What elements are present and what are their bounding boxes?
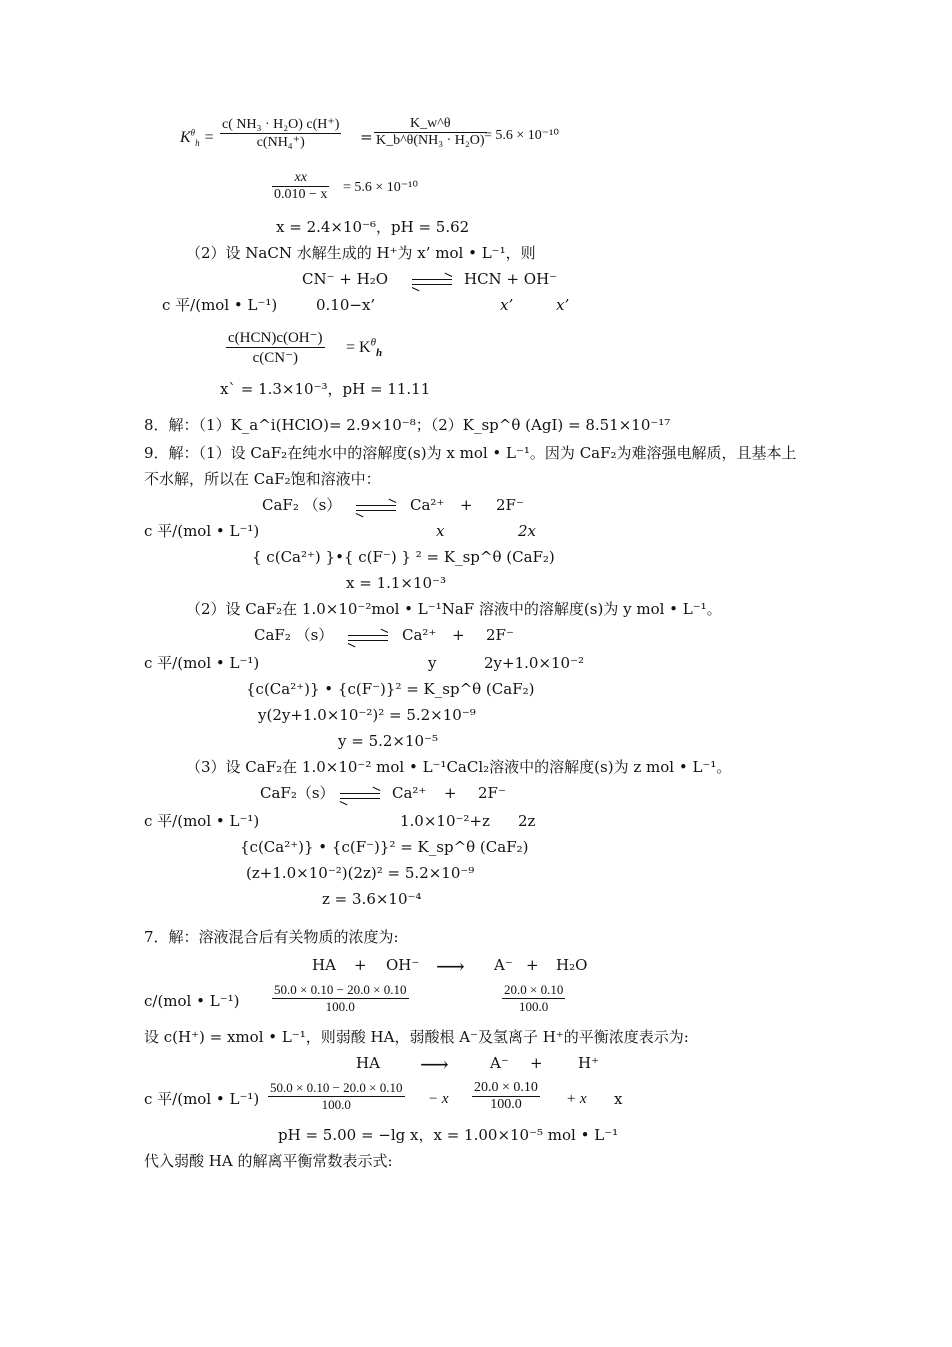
q9-eq2-right1: Ca²⁺ (402, 626, 437, 644)
nacn-eq-right: HCN + OH⁻ (464, 270, 558, 288)
q9-eq3-right1: Ca²⁺ (392, 784, 427, 802)
q7-fraction-2: $\frac{20.0 \times 0.10}{100.0}$ (504, 982, 564, 1014)
q7-fraction-3: $\frac{50.0 \times 0.10 - 20.0 \times 0.10}{100.0}$ (270, 1080, 403, 1112)
nacn-intro: （2）设 NaCN 水解生成的 H⁺为 x’ mol • L⁻¹，则 (186, 244, 536, 262)
q9-conc-label-1: c 平/(mol • L⁻¹) (144, 522, 260, 540)
q9-eq1-left: CaF₂ （s） (262, 496, 342, 514)
q9-eq2-plus: + (452, 626, 465, 644)
q7-eq1-plus2: + (526, 956, 539, 974)
equilibrium-arrow (348, 628, 388, 646)
q9-eq1-plus: + (460, 496, 473, 514)
q9-line2: 不水解，所以在 CaF₂饱和溶液中： (144, 470, 381, 488)
q9-eq2-right2: 2F⁻ (486, 626, 514, 644)
q9-eq1-right2: 2F⁻ (496, 496, 524, 514)
q9-conc-label-2: c 平/(mol • L⁻¹) (144, 654, 260, 672)
nacn-eq-left: CN⁻ + H₂O (302, 270, 389, 288)
q7-eq1-h2o: H₂O (556, 956, 588, 974)
q9-eq2-c1: y (428, 654, 437, 672)
q9-z-value: z = 3.6×10⁻⁴ (322, 890, 422, 908)
q9-eq2-c2: 2y+1.0×10⁻² (484, 654, 585, 672)
reaction-arrow: ⟶ (436, 954, 465, 978)
q9-line1: 9．解：（1）设 CaF₂在纯水中的溶解度(s)为 x mol • L⁻¹。因为 CaF₂为难溶强电解质，且基本上 (144, 444, 797, 462)
q7-eq1-oh: OH⁻ (386, 956, 420, 974)
q7-final-line: 代入弱酸 HA 的解离平衡常数表示式: (144, 1152, 393, 1170)
q7-eq2-plus: + (530, 1054, 543, 1072)
q9-y-value: y = 5.2×10⁻⁵ (338, 732, 439, 750)
q9-eq1-right1: Ca²⁺ (410, 496, 445, 514)
x-result: x = 2.4×10⁻⁶，pH = 5.62 (276, 218, 470, 236)
q7-eq2-a: A⁻ (490, 1054, 509, 1072)
q7-eq2-ha: HA (356, 1054, 380, 1072)
q9-eq3-c2: 2z (518, 812, 536, 830)
reaction-arrow: ⟶ (420, 1052, 449, 1076)
q7-f4-tail: + x (566, 1091, 587, 1107)
kh-equals: = (360, 128, 373, 146)
hcn-fraction: c(HCN)c(OH⁻) c(CN⁻) (228, 330, 323, 366)
q7-f3-tail: − x (428, 1091, 449, 1107)
q7-fraction-1: $\frac{50.0 \times 0.10 - 20.0 \times 0.10}{100.0}$ (274, 982, 407, 1014)
xx-value: = 5.6 × 10⁻¹⁰ (343, 180, 418, 195)
q7-eq1-a: A⁻ (494, 956, 513, 974)
nacn-c3: x’ (556, 296, 570, 314)
q9-ksp2: {c(Ca²⁺)} • {c(F⁻)}² = K_sp^θ (CaF₂) (246, 680, 535, 698)
q8-answer: 8．解：（1）K_a^i(HClO)= 2.9×10⁻⁸；（2）K_sp^θ (AgI) = 8.51×10⁻¹⁷ (144, 416, 671, 434)
q9-eq3-c1: 1.0×10⁻²+z (400, 812, 490, 830)
q7-eq1-plus1: + (354, 956, 367, 974)
q7-f5: x (614, 1090, 623, 1108)
equilibrium-arrow (356, 498, 396, 516)
q9-eq1-c1: x (436, 522, 445, 540)
q7-fraction-4: $\frac{20.0 \times 0.10}{100.0}$ (474, 1080, 538, 1112)
q9-part2-intro: （2）设 CaF₂在 1.0×10⁻²mol • L⁻¹NaF 溶液中的溶解度(s)为 y mol • L⁻¹。 (186, 600, 722, 618)
kh-value: = 5.6 × 10⁻¹⁰ (484, 128, 559, 143)
q7-set-line: 设 c(H⁺) = xmol • L⁻¹，则弱酸 HA，弱酸根 A⁻及氢离子 H⁺的平衡浓度表示为: (144, 1028, 689, 1046)
kh-fraction-1: $\frac{\text{c( NH₃ · H₂O) c(H⁺)}}{\text{c(NH₄⁺)}}$ (222, 117, 340, 150)
q7-cp-label: c 平/(mol • L⁻¹) (144, 1090, 260, 1108)
q9-eq3-plus: + (444, 784, 457, 802)
kh-fraction-2: $\frac{K\_w\^{}\theta}{\text{K\_b\textasciicircum{}θ(NH₃ · H₂O)}}$ (376, 116, 485, 148)
q7-c-label: c/(mol • L⁻¹) (144, 992, 240, 1010)
q7-eq1-ha: HA (312, 956, 336, 974)
q9-part3-intro: （3）设 CaF₂在 1.0×10⁻² mol • L⁻¹CaCl₂溶液中的溶解度(s)为 z mol • L⁻¹。 (186, 758, 732, 776)
equilibrium-arrow (340, 786, 380, 804)
nacn-conc-label: c 平/(mol • L⁻¹) (162, 296, 278, 314)
q9-eq1-c2: 2x (518, 522, 537, 540)
q9-eq2-left: CaF₂ （s） (254, 626, 334, 644)
q9-x-value: x = 1.1×10⁻³ (346, 574, 447, 592)
kh-lhs: $K^\theta_h$ = (180, 127, 215, 149)
q9-y-equation: y(2y+1.0×10⁻²)² = 5.2×10⁻⁹ (258, 706, 476, 724)
nacn-c2: x’ (500, 296, 514, 314)
q7-ph-line: pH = 5.00 = −lg x，x = 1.00×10⁻⁵ mol • L⁻¹ (278, 1126, 619, 1144)
q9-ksp1: { c(Ca²⁺) }•{ c(F⁻) } ² = K_sp^θ (CaF₂) (252, 548, 555, 566)
hcn-rhs: = $K^\theta_h$ (346, 336, 383, 360)
q7-intro: 7．解：溶液混合后有关物质的浓度为: (144, 928, 399, 946)
nacn-c1: 0.10−x’ (316, 296, 376, 314)
q9-eq3-right2: 2F⁻ (478, 784, 506, 802)
q9-ksp3: {c(Ca²⁺)} • {c(F⁻)}² = K_sp^θ (CaF₂) (240, 838, 529, 856)
equilibrium-arrow (412, 272, 452, 290)
q7-eq2-h: H⁺ (578, 1054, 599, 1072)
q9-conc-label-3: c 平/(mol • L⁻¹) (144, 812, 260, 830)
xx-fraction: $\frac{xx}{0.010 - x}$ (274, 170, 328, 202)
hcn-result: x` = 1.3×10⁻³，pH = 11.11 (220, 380, 431, 398)
q9-eq3-left: CaF₂（s） (260, 784, 335, 802)
q9-z-equation: (z+1.0×10⁻²)(2z)² = 5.2×10⁻⁹ (246, 864, 475, 882)
